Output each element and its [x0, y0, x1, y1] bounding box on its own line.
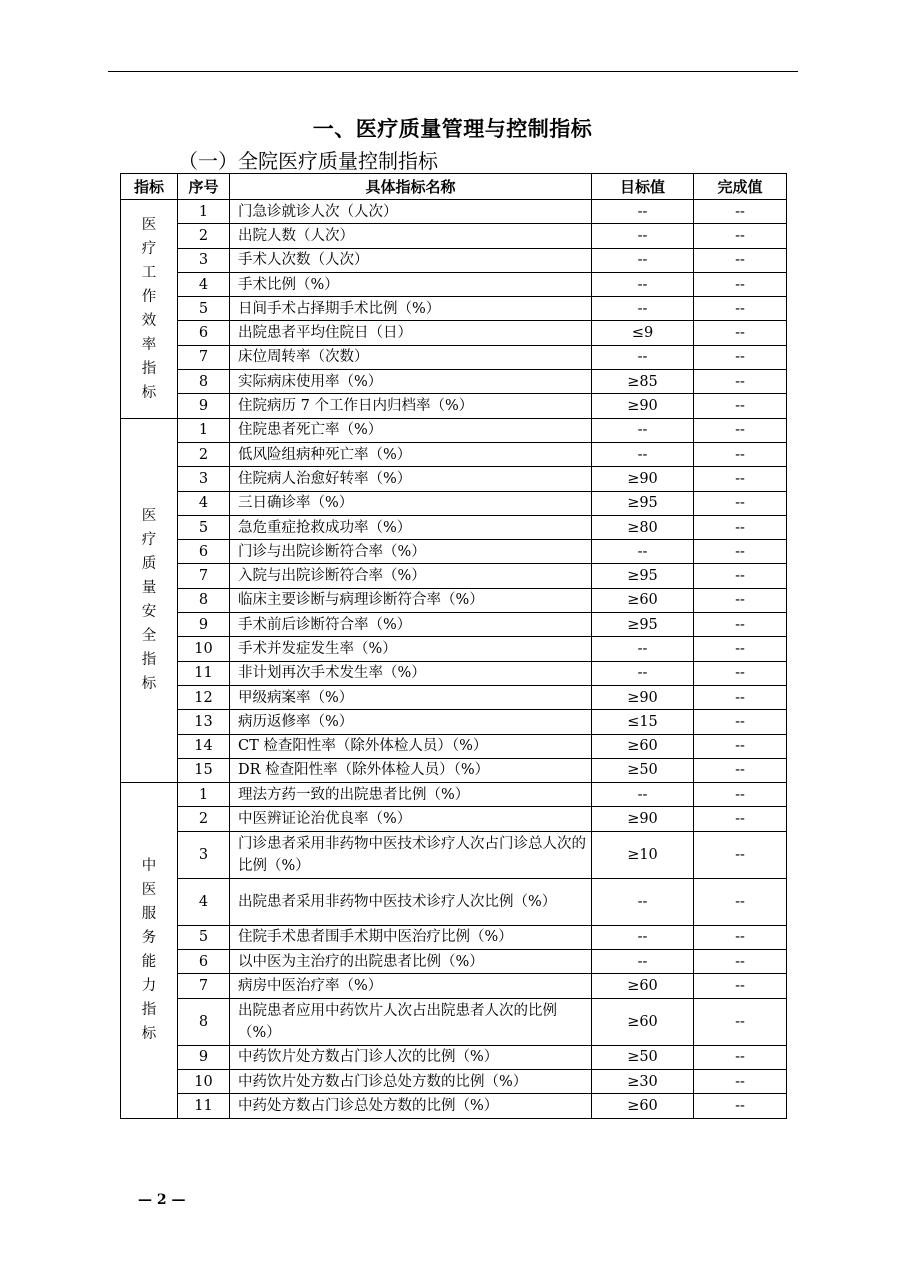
- table-header-row: [121, 174, 787, 200]
- indicator-name-cell: 甲级病案率（%）: [230, 685, 592, 709]
- table-row: [121, 613, 787, 637]
- completion-value-cell: --: [694, 998, 787, 1045]
- completion-value-cell: --: [694, 831, 787, 878]
- target-value-cell: --: [592, 925, 694, 949]
- completion-value-cell: --: [694, 637, 787, 661]
- completion-value-cell: --: [694, 248, 787, 272]
- indicator-name-cell: 住院病历 7 个工作日内归档率（%）: [230, 394, 592, 418]
- seq-cell: 5: [178, 515, 230, 539]
- table-row: [121, 1045, 787, 1069]
- category-label: 医疗质量安全指标: [141, 508, 157, 693]
- target-value-cell: ≤9: [592, 321, 694, 345]
- indicator-name-cell: 住院手术患者围手术期中医治疗比例（%）: [230, 925, 592, 949]
- target-value-cell: ≥95: [592, 491, 694, 515]
- table-row: [121, 783, 787, 807]
- seq-cell: 9: [178, 1045, 230, 1069]
- completion-value-cell: --: [694, 394, 787, 418]
- target-value-cell: ≥60: [592, 974, 694, 998]
- seq-cell: 11: [178, 661, 230, 685]
- completion-value-cell: --: [694, 613, 787, 637]
- seq-cell: 1: [178, 200, 230, 224]
- page-number: — 2 —: [138, 1192, 186, 1208]
- table-row: [121, 758, 787, 782]
- indicator-name-cell: 低风险组病种死亡率（%）: [230, 442, 592, 466]
- indicator-name-cell: 病历返修率（%）: [230, 710, 592, 734]
- target-value-cell: --: [592, 200, 694, 224]
- seq-cell: 13: [178, 710, 230, 734]
- table-row: [121, 661, 787, 685]
- seq-cell: 5: [178, 925, 230, 949]
- seq-cell: 6: [178, 950, 230, 974]
- table-row: [121, 297, 787, 321]
- completion-value-cell: --: [694, 661, 787, 685]
- completion-value-cell: --: [694, 783, 787, 807]
- indicator-name-cell: 中医辨证论治优良率（%）: [230, 807, 592, 831]
- seq-cell: 9: [178, 394, 230, 418]
- completion-value-cell: --: [694, 540, 787, 564]
- target-value-cell: --: [592, 637, 694, 661]
- table-row: [121, 272, 787, 296]
- indicator-name-cell: DR 检查阳性率（除外体检人员）（%）: [230, 758, 592, 782]
- indicator-name-cell: 手术前后诊断符合率（%）: [230, 613, 592, 637]
- seq-cell: 5: [178, 297, 230, 321]
- completion-value-cell: --: [694, 1045, 787, 1069]
- indicator-name-cell: 门诊患者采用非药物中医技术诊疗人次占门诊总人次的比例（%）: [230, 831, 592, 878]
- indicator-name-cell: 急危重症抢救成功率（%）: [230, 515, 592, 539]
- completion-value-cell: --: [694, 807, 787, 831]
- table-row: [121, 394, 787, 418]
- seq-cell: 8: [178, 588, 230, 612]
- seq-cell: 4: [178, 272, 230, 296]
- category-cell: [121, 418, 178, 782]
- target-value-cell: ≥95: [592, 613, 694, 637]
- indicator-name-cell: 中药饮片处方数占门诊总处方数的比例（%）: [230, 1069, 592, 1093]
- indicator-name-cell: 非计划再次手术发生率（%）: [230, 661, 592, 685]
- category-cell: [121, 783, 178, 1118]
- table-row: [121, 950, 787, 974]
- target-value-cell: --: [592, 442, 694, 466]
- seq-cell: 10: [178, 1069, 230, 1093]
- table-row: [121, 925, 787, 949]
- target-value-cell: --: [592, 878, 694, 925]
- table-row: [121, 370, 787, 394]
- column-header: 序号: [178, 174, 230, 200]
- table-row: [121, 418, 787, 442]
- table-row: [121, 564, 787, 588]
- indicator-name-cell: 住院病人治愈好转率（%）: [230, 467, 592, 491]
- seq-cell: 2: [178, 224, 230, 248]
- indicator-name-cell: CT 检查阳性率（除外体检人员）（%）: [230, 734, 592, 758]
- seq-cell: 11: [178, 1094, 230, 1118]
- seq-cell: 12: [178, 685, 230, 709]
- seq-cell: 6: [178, 321, 230, 345]
- target-value-cell: --: [592, 224, 694, 248]
- indicator-name-cell: 手术并发症发生率（%）: [230, 637, 592, 661]
- seq-cell: 7: [178, 974, 230, 998]
- seq-cell: 15: [178, 758, 230, 782]
- indicator-name-cell: 手术比例（%）: [230, 272, 592, 296]
- indicator-table: [120, 173, 787, 1119]
- table-row: [121, 878, 787, 925]
- indicator-name-cell: 住院患者死亡率（%）: [230, 418, 592, 442]
- completion-value-cell: --: [694, 685, 787, 709]
- category-label: 医疗工作效率指标: [141, 216, 157, 401]
- table-row: [121, 224, 787, 248]
- seq-cell: 3: [178, 467, 230, 491]
- indicator-name-cell: 实际病床使用率（%）: [230, 370, 592, 394]
- seq-cell: 8: [178, 370, 230, 394]
- target-value-cell: ≥90: [592, 685, 694, 709]
- target-value-cell: --: [592, 248, 694, 272]
- indicator-name-cell: 入院与出院诊断符合率（%）: [230, 564, 592, 588]
- table-body: [121, 200, 787, 1119]
- indicator-name-cell: 出院人数（人次）: [230, 224, 592, 248]
- target-value-cell: ≥95: [592, 564, 694, 588]
- indicator-name-cell: 床位周转率（次数）: [230, 345, 592, 369]
- completion-value-cell: --: [694, 925, 787, 949]
- seq-cell: 10: [178, 637, 230, 661]
- seq-cell: 1: [178, 783, 230, 807]
- target-value-cell: --: [592, 418, 694, 442]
- completion-value-cell: --: [694, 734, 787, 758]
- completion-value-cell: --: [694, 974, 787, 998]
- column-header: 完成值: [694, 174, 787, 200]
- table-row: [121, 515, 787, 539]
- indicator-name-cell: 门诊与出院诊断符合率（%）: [230, 540, 592, 564]
- column-header: 目标值: [592, 174, 694, 200]
- completion-value-cell: --: [694, 442, 787, 466]
- table-row: [121, 321, 787, 345]
- category-label: 中医服务能力指标: [141, 858, 157, 1043]
- target-value-cell: --: [592, 345, 694, 369]
- completion-value-cell: --: [694, 272, 787, 296]
- target-value-cell: --: [592, 950, 694, 974]
- seq-cell: 7: [178, 564, 230, 588]
- indicator-name-cell: 日间手术占择期手术比例（%）: [230, 297, 592, 321]
- completion-value-cell: --: [694, 418, 787, 442]
- seq-cell: 2: [178, 807, 230, 831]
- target-value-cell: ≥90: [592, 467, 694, 491]
- target-value-cell: --: [592, 661, 694, 685]
- table-row: [121, 1094, 787, 1118]
- table-row: [121, 540, 787, 564]
- indicator-name-cell: 以中医为主治疗的出院患者比例（%）: [230, 950, 592, 974]
- indicator-name-cell: 理法方药一致的出院患者比例（%）: [230, 783, 592, 807]
- target-value-cell: ≥60: [592, 588, 694, 612]
- target-value-cell: ≥50: [592, 758, 694, 782]
- completion-value-cell: --: [694, 878, 787, 925]
- table-row: [121, 467, 787, 491]
- indicator-name-cell: 手术人次数（人次）: [230, 248, 592, 272]
- completion-value-cell: --: [694, 758, 787, 782]
- completion-value-cell: --: [694, 345, 787, 369]
- table-row: [121, 442, 787, 466]
- table-row: [121, 200, 787, 224]
- completion-value-cell: --: [694, 467, 787, 491]
- table-row: [121, 248, 787, 272]
- target-value-cell: ≥60: [592, 998, 694, 1045]
- completion-value-cell: --: [694, 515, 787, 539]
- completion-value-cell: --: [694, 710, 787, 734]
- table-row: [121, 345, 787, 369]
- target-value-cell: ≤15: [592, 710, 694, 734]
- indicator-name-cell: 出院患者采用非药物中医技术诊疗人次比例（%）: [230, 878, 592, 925]
- indicator-name-cell: 中药饮片处方数占门诊人次的比例（%）: [230, 1045, 592, 1069]
- indicator-name-cell: 病房中医治疗率（%）: [230, 974, 592, 998]
- target-value-cell: ≥30: [592, 1069, 694, 1093]
- section-subtitle: （一）全院医疗质量控制指标: [178, 149, 438, 173]
- table-row: [121, 685, 787, 709]
- table-row: [121, 807, 787, 831]
- table-row: [121, 1069, 787, 1093]
- seq-cell: 3: [178, 831, 230, 878]
- target-value-cell: ≥10: [592, 831, 694, 878]
- target-value-cell: ≥85: [592, 370, 694, 394]
- indicator-name-cell: 门急诊就诊人次（人次）: [230, 200, 592, 224]
- seq-cell: 8: [178, 998, 230, 1045]
- header-rule: [108, 71, 798, 72]
- target-value-cell: --: [592, 297, 694, 321]
- seq-cell: 4: [178, 878, 230, 925]
- page-title: 一、医疗质量管理与控制指标: [312, 117, 593, 141]
- seq-cell: 4: [178, 491, 230, 515]
- completion-value-cell: --: [694, 370, 787, 394]
- table-row: [121, 710, 787, 734]
- table-row: [121, 734, 787, 758]
- indicator-name-cell: 临床主要诊断与病理诊断符合率（%）: [230, 588, 592, 612]
- indicator-name-cell: 三日确诊率（%）: [230, 491, 592, 515]
- indicator-name-cell: 中药处方数占门诊总处方数的比例（%）: [230, 1094, 592, 1118]
- completion-value-cell: --: [694, 1069, 787, 1093]
- seq-cell: 3: [178, 248, 230, 272]
- target-value-cell: ≥50: [592, 1045, 694, 1069]
- seq-cell: 14: [178, 734, 230, 758]
- table-row: [121, 998, 787, 1045]
- table-row: [121, 637, 787, 661]
- target-value-cell: ≥60: [592, 1094, 694, 1118]
- completion-value-cell: --: [694, 321, 787, 345]
- table-row: [121, 974, 787, 998]
- table-row: [121, 588, 787, 612]
- seq-cell: 2: [178, 442, 230, 466]
- target-value-cell: ≥80: [592, 515, 694, 539]
- completion-value-cell: --: [694, 1094, 787, 1118]
- column-header: 指标: [121, 174, 178, 200]
- category-cell: [121, 200, 178, 419]
- seq-cell: 6: [178, 540, 230, 564]
- seq-cell: 9: [178, 613, 230, 637]
- target-value-cell: ≥90: [592, 807, 694, 831]
- target-value-cell: ≥60: [592, 734, 694, 758]
- completion-value-cell: --: [694, 564, 787, 588]
- indicator-name-cell: 出院患者应用中药饮片人次占出院患者人次的比例（%）: [230, 998, 592, 1045]
- completion-value-cell: --: [694, 950, 787, 974]
- column-header: 具体指标名称: [230, 174, 592, 200]
- completion-value-cell: --: [694, 491, 787, 515]
- seq-cell: 7: [178, 345, 230, 369]
- completion-value-cell: --: [694, 297, 787, 321]
- indicator-name-cell: 出院患者平均住院日（日）: [230, 321, 592, 345]
- target-value-cell: --: [592, 783, 694, 807]
- completion-value-cell: --: [694, 588, 787, 612]
- table-row: [121, 491, 787, 515]
- target-value-cell: ≥90: [592, 394, 694, 418]
- table-row: [121, 831, 787, 878]
- target-value-cell: --: [592, 272, 694, 296]
- completion-value-cell: --: [694, 224, 787, 248]
- completion-value-cell: --: [694, 200, 787, 224]
- target-value-cell: --: [592, 540, 694, 564]
- seq-cell: 1: [178, 418, 230, 442]
